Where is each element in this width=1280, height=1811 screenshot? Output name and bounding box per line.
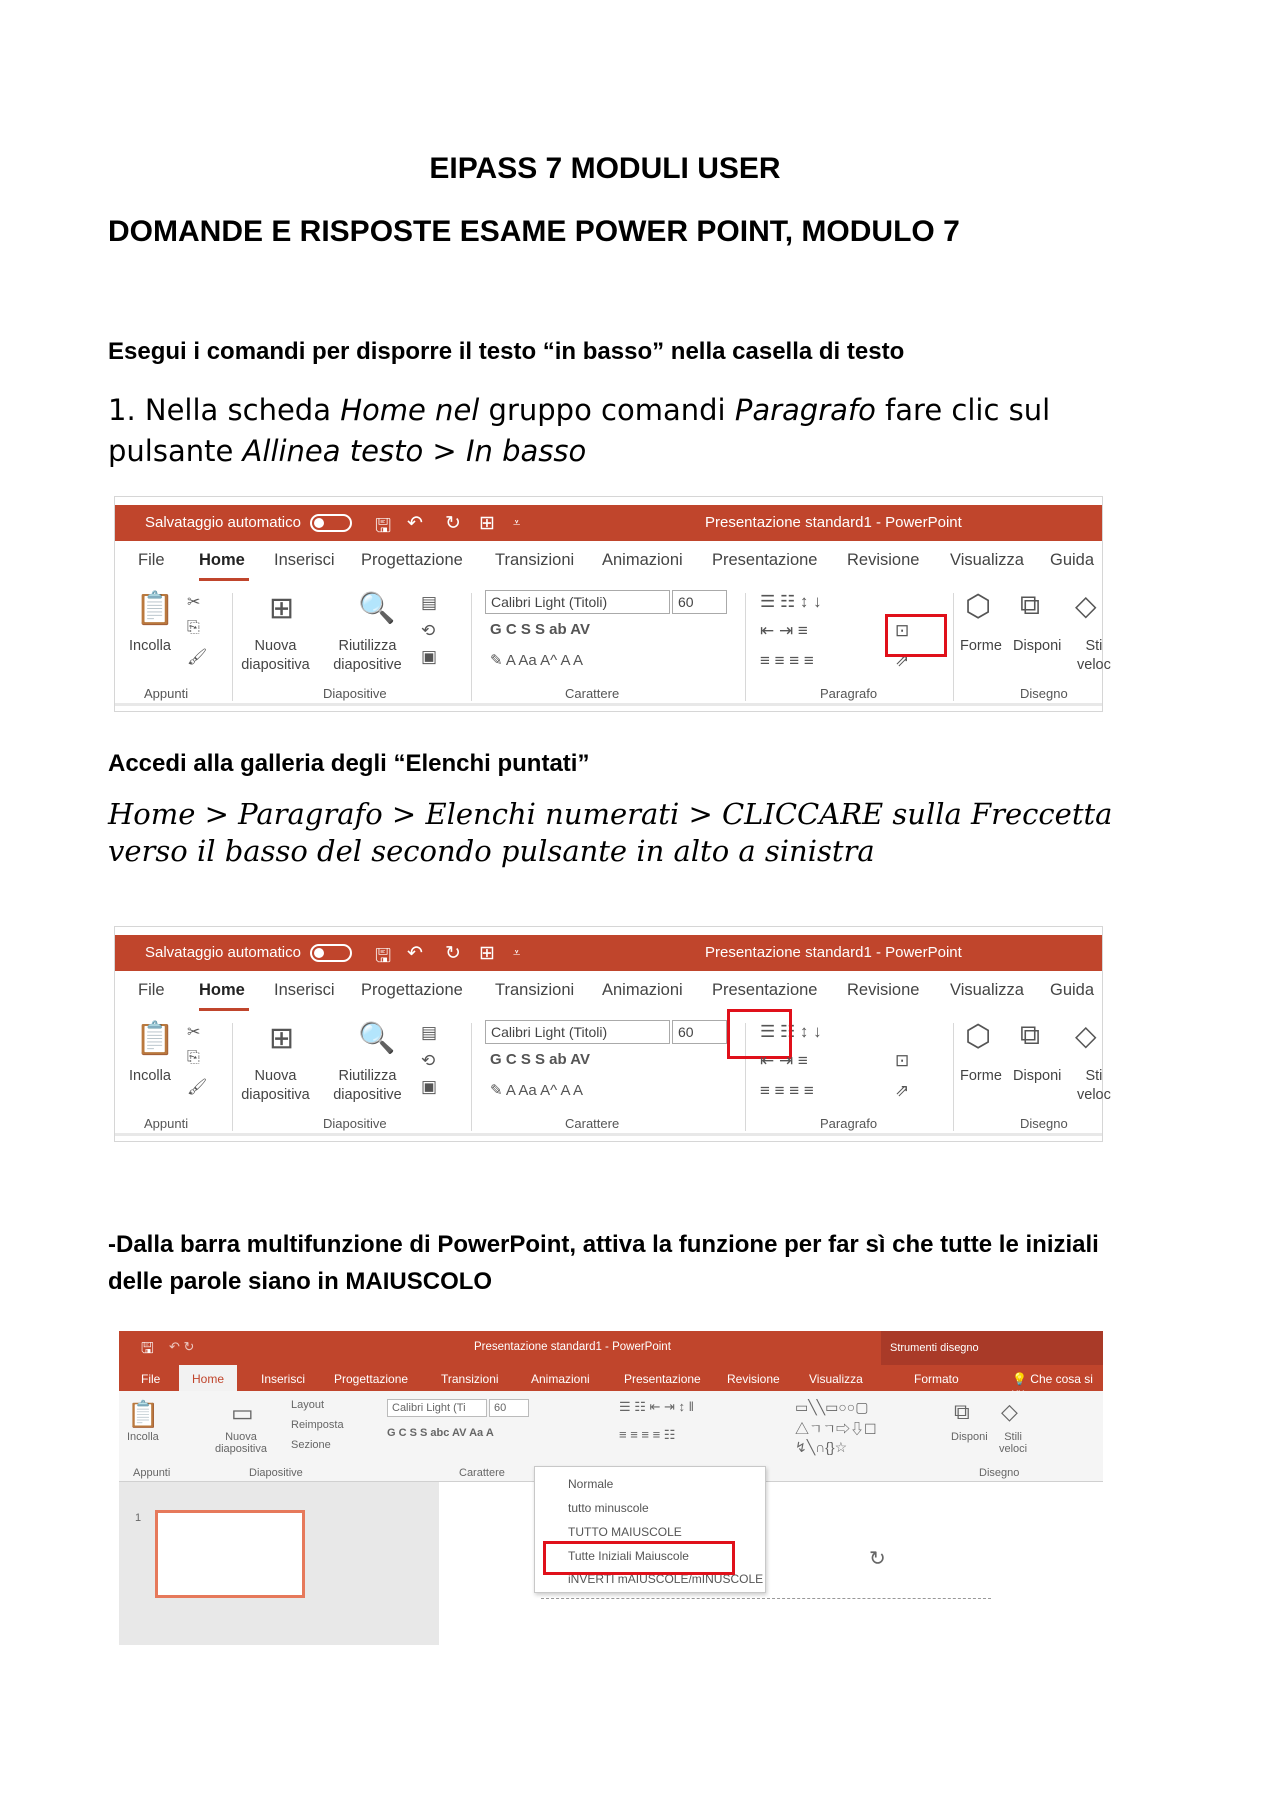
reuse-slides-button[interactable] <box>325 1067 410 1105</box>
slide-thumbnail[interactable] <box>155 1510 305 1598</box>
reuse-label-2: diapositive <box>333 1087 402 1103</box>
new-slide-label-1: Nuova <box>254 638 297 654</box>
paste-button[interactable]: Incolla <box>129 638 171 654</box>
align-icon[interactable]: ≡ ≡ ≡ ≡ <box>760 651 814 670</box>
align-text-icon[interactable]: ⊡ <box>895 621 910 640</box>
quick-styles-icon[interactable]: ◇ <box>1075 590 1097 621</box>
tab-animazioni[interactable]: Animazioni <box>602 551 683 569</box>
undo-icon[interactable]: ↶ ↻ <box>169 1339 195 1354</box>
tab-revisione[interactable]: Revisione <box>847 981 920 999</box>
question-2: Accedi alla galleria degli “Elenchi puntati” <box>108 750 590 777</box>
autosave-label: Salvataggio automatico <box>145 514 301 531</box>
undo-icon[interactable]: ↶ <box>407 943 423 964</box>
window-title: Presentazione standard1 - PowerPoint <box>705 514 962 531</box>
window-title: Presentazione standard1 - PowerPoint <box>474 1341 671 1353</box>
section-icon[interactable]: ▣ <box>421 647 438 666</box>
font-name-input[interactable]: Calibri Light (Titoli) <box>485 590 670 614</box>
question-1: Esegui i comandi per disporre il testo “in basso” nella casella di testo <box>108 338 905 365</box>
reset-button[interactable]: Reimposta <box>291 1419 344 1431</box>
bold-icon[interactable]: G C S S ab AV <box>490 621 591 638</box>
group-carattere: Carattere <box>459 1467 505 1479</box>
new-slide-label-2: diapositiva <box>215 1443 267 1455</box>
tab-inserisci[interactable]: Inserisci <box>274 551 335 569</box>
tab-progettazione[interactable]: Progettazione <box>334 1372 409 1386</box>
tab-transizioni[interactable]: Transizioni <box>441 1372 499 1386</box>
font-size-input[interactable]: 60 <box>489 1399 529 1417</box>
arrange-icon[interactable]: ⧉ <box>1020 589 1040 620</box>
align-text-icon[interactable]: ⊡ <box>895 1051 910 1070</box>
format-icons[interactable]: G C S S abc AV Aa A <box>387 1427 494 1439</box>
tab-revisione[interactable]: Revisione <box>847 551 920 569</box>
shapes-gallery[interactable]: ▭╲╲▭○○▢ <box>795 1399 869 1415</box>
shapes-gallery-3[interactable]: ↯╲∩{}☆ <box>795 1439 848 1455</box>
tab-progettazione[interactable]: Progettazione <box>361 551 463 569</box>
customize-icon[interactable]: ⩡ <box>513 945 521 960</box>
group-paragrafo: Paragrafo <box>820 686 878 701</box>
tab-file[interactable]: File <box>138 981 165 999</box>
group-disegno: Disegno <box>1020 1116 1068 1131</box>
title-bar <box>115 505 1102 541</box>
arrange-button[interactable]: Disponi <box>1013 638 1062 654</box>
group-appunti: Appunti <box>144 686 189 701</box>
tab-inserisci[interactable]: Inserisci <box>274 981 335 999</box>
menu-item-tutto-minuscole[interactable]: tutto minuscole <box>568 1501 649 1515</box>
smartart-icon[interactable]: ⇗ <box>895 651 910 670</box>
layout-button[interactable]: Layout <box>291 1399 325 1411</box>
shapes-icon[interactable]: ⬡ <box>965 590 992 623</box>
font-size-input[interactable]: 60 <box>672 1020 727 1044</box>
shapes-button[interactable]: Forme <box>960 1068 1002 1084</box>
question-3: -Dalla barra multifunzione di PowerPoint, attiva la funzione per far sì che tutte le iniziali delle parole siano in MAIUSCOLO <box>108 1231 1099 1295</box>
group-paragrafo: Paragrafo <box>820 1116 878 1131</box>
tab-progettazione[interactable]: Progettazione <box>361 981 463 999</box>
new-slide-label-1: Nuova <box>225 1431 257 1443</box>
document-title: EIPASS 7 MODULI USER <box>429 152 781 185</box>
reuse-slides-icon[interactable]: 🔍 <box>358 592 396 625</box>
shapes-gallery-2[interactable]: △ㄱㄱ⇨⇩☐ <box>795 1421 877 1437</box>
tab-visualizza[interactable]: Visualizza <box>809 1372 863 1386</box>
title-bar <box>115 935 1102 971</box>
group-diapositive: Diapositive <box>323 1116 387 1131</box>
quick-styles-icon[interactable]: ◇ <box>1001 1399 1018 1424</box>
section-icon[interactable]: ▣ <box>421 1077 438 1096</box>
paste-icon[interactable]: 📋 <box>127 1399 160 1429</box>
document-subtitle: DOMANDE E RISPOSTE ESAME POWER POINT, MODULO 7 <box>108 215 960 248</box>
save-icon[interactable]: 🖫 <box>375 946 392 967</box>
paste-button[interactable]: Incolla <box>127 1431 159 1443</box>
group-diapositive: Diapositive <box>249 1467 303 1479</box>
tab-presentazione[interactable]: Presentazione <box>712 551 818 569</box>
tab-presentazione[interactable]: Presentazione <box>624 1372 701 1386</box>
redo-icon[interactable]: ↻ <box>445 513 461 534</box>
tab-animazioni[interactable]: Animazioni <box>531 1372 590 1386</box>
copy-icon[interactable]: ⎘ <box>187 1049 200 1066</box>
group-disegno: Disegno <box>1020 686 1068 701</box>
font-name-input[interactable]: Calibri Light (Titoli) <box>485 1020 670 1044</box>
ribbon-screenshot-2 <box>114 926 1111 1142</box>
tell-me-label: Che cosa si <box>1030 1372 1093 1386</box>
align-icons[interactable]: ≡ ≡ ≡ ≡ ☷ <box>619 1427 676 1442</box>
ribbon-tabs <box>119 1365 1103 1391</box>
new-slide-label-1: Nuova <box>254 1068 297 1084</box>
layout-icon[interactable]: ▤ <box>421 1023 438 1042</box>
reuse-slides-icon[interactable]: 🔍 <box>358 1022 396 1055</box>
quick-styles-button[interactable] <box>1077 1067 1111 1105</box>
new-slide-icon[interactable]: ▭ <box>231 1400 254 1427</box>
arrange-icon[interactable]: ⧉ <box>954 1399 970 1424</box>
answer-1-home: Home nel <box>340 393 480 427</box>
font-size-input[interactable]: 60 <box>672 590 727 614</box>
cut-icon[interactable]: ✂ <box>187 594 201 611</box>
tab-file[interactable]: File <box>141 1372 161 1386</box>
quick-styles-label-2: veloc <box>1077 657 1111 673</box>
paste-icon[interactable]: 📋 <box>135 590 175 626</box>
autosave-label: Salvataggio automatico <box>145 944 301 961</box>
menu-item-inverti[interactable]: iNVERTI mAIUSCOLE/mINUSCOLE <box>568 1572 764 1586</box>
tab-visualizza[interactable]: Visualizza <box>950 981 1024 999</box>
tab-formato[interactable]: Formato <box>914 1372 959 1386</box>
answer-1 <box>108 390 1148 472</box>
tab-revisione[interactable]: Revisione <box>727 1372 780 1386</box>
rotate-handle-icon[interactable]: ↻ <box>869 1548 886 1570</box>
bullets-icon[interactable]: ☰ ☷ ↕ ↓ <box>760 1022 822 1041</box>
window-title: Presentazione standard1 - PowerPoint <box>705 944 962 961</box>
tab-home[interactable]: Home <box>199 981 245 999</box>
tab-inserisci[interactable]: Inserisci <box>261 1372 306 1386</box>
tab-file[interactable]: File <box>138 551 165 569</box>
font-color-icon[interactable]: ✎ A Aa A^ A A <box>490 652 584 669</box>
reset-icon[interactable]: ⟲ <box>421 621 436 640</box>
quick-styles-label: Stili <box>1004 1431 1022 1443</box>
menu-item-tutto-maiuscole[interactable]: TUTTO MAIUSCOLE <box>568 1525 682 1539</box>
reuse-slides-button[interactable] <box>325 637 410 675</box>
highlight-align-text <box>885 614 947 657</box>
reset-icon[interactable]: ⟲ <box>421 1051 436 1070</box>
customize-icon[interactable]: ⩡ <box>513 515 521 530</box>
tab-visualizza[interactable]: Visualizza <box>950 551 1024 569</box>
menu-item-normale[interactable]: Normale <box>568 1477 614 1491</box>
autosave-toggle[interactable] <box>310 514 352 532</box>
answer-2: Home > Paragrafo > Elenchi numerati > CLICCARE sulla Freccetta verso il basso del secondo pulsante in alto a sinistra <box>108 797 1113 868</box>
answer-1-part: gruppo comandi <box>479 393 735 427</box>
autosave-toggle[interactable] <box>310 944 352 962</box>
quick-styles-label: Sti <box>1085 638 1103 654</box>
new-slide-label-2: diapositiva <box>241 657 310 673</box>
quick-styles-button[interactable] <box>1077 637 1111 675</box>
answer-1-part: fare clic sul pulsante <box>108 393 1051 468</box>
cut-icon[interactable]: ✂ <box>187 1024 201 1041</box>
smartart-icon[interactable]: ⇗ <box>895 1081 910 1100</box>
highlight-tutte-iniziali <box>543 1541 735 1575</box>
font-color-icon[interactable]: ✎ A Aa A^ A A <box>490 1082 584 1099</box>
tab-guida[interactable]: Guida <box>1050 981 1095 999</box>
quick-styles-button[interactable] <box>999 1431 1027 1455</box>
quick-styles-label: Sti <box>1085 1068 1103 1084</box>
menu-item-tutte-iniziali-maiuscole[interactable]: Tutte Iniziali Maiuscole <box>568 1549 689 1563</box>
indent-icon[interactable]: ⇤ ⇥ ≡ <box>760 621 808 640</box>
quick-styles-label-2: veloci <box>999 1443 1028 1455</box>
group-diapositive: Diapositive <box>323 686 387 701</box>
new-slide-button[interactable] <box>215 1431 267 1455</box>
present-icon[interactable]: ⊞ <box>479 943 495 964</box>
shapes-button[interactable]: Forme <box>960 638 1002 654</box>
answer-1-paragrafo: Paragrafo <box>734 393 876 427</box>
reuse-label-2: diapositive <box>333 657 402 673</box>
answer-1-part: 1. Nella scheda <box>108 393 341 427</box>
ribbon-screenshot-1 <box>114 496 1111 712</box>
quick-styles-label-2: veloc <box>1077 1087 1111 1103</box>
align-icon[interactable]: ≡ ≡ ≡ ≡ <box>760 1081 814 1100</box>
paste-icon[interactable]: 📋 <box>135 1020 175 1056</box>
new-slide-icon[interactable]: ⊞ <box>269 592 295 625</box>
font-name-input[interactable]: Calibri Light (Ti <box>387 1399 487 1417</box>
tab-guida[interactable]: Guida <box>1050 551 1095 569</box>
new-slide-icon[interactable]: ⊞ <box>269 1022 295 1055</box>
indent-icon[interactable]: ⇤ ⇥ ≡ <box>760 1051 808 1070</box>
save-icon[interactable]: 🖫 <box>375 516 392 537</box>
new-slide-button[interactable] <box>233 637 318 675</box>
context-title: Strumenti disegno <box>890 1342 979 1354</box>
group-appunti: Appunti <box>133 1467 171 1479</box>
group-disegno: Disegno <box>979 1467 1020 1479</box>
ribbon-tabs <box>115 551 1102 581</box>
undo-icon[interactable]: ↶ <box>407 513 423 534</box>
tab-home[interactable]: Home <box>179 1365 237 1391</box>
arrange-button[interactable]: Disponi <box>1013 1068 1062 1084</box>
present-icon[interactable]: ⊞ <box>479 513 495 534</box>
layout-icon[interactable]: ▤ <box>421 593 438 612</box>
group-carattere: Carattere <box>565 1116 620 1131</box>
tab-presentazione[interactable]: Presentazione <box>712 981 818 999</box>
paste-button[interactable]: Incolla <box>129 1068 171 1084</box>
tab-animazioni[interactable]: Animazioni <box>602 981 683 999</box>
copy-icon[interactable]: ⎘ <box>187 619 200 636</box>
group-carattere: Carattere <box>565 686 620 701</box>
tab-transizioni[interactable]: Transizioni <box>495 551 575 569</box>
change-case-menu <box>534 1466 766 1593</box>
bullets-icon[interactable]: ☰ ☷ ↕ ↓ <box>760 592 822 611</box>
textbox-border <box>541 1598 991 1600</box>
format-painter-icon[interactable]: 🖌 <box>187 649 208 666</box>
tell-me-search[interactable]: 💡 Che cosa si <box>1012 1372 1103 1400</box>
ribbon-tabs <box>115 981 1102 1011</box>
group-appunti: Appunti <box>144 1116 189 1131</box>
reuse-label-1: Riutilizza <box>338 638 397 654</box>
redo-icon[interactable]: ↻ <box>445 943 461 964</box>
save-icon[interactable]: 🖫 <box>141 1340 154 1357</box>
reuse-label-1: Riutilizza <box>338 1068 397 1084</box>
new-slide-label-2: diapositiva <box>241 1087 310 1103</box>
ribbon-screenshot-3 <box>119 1331 1103 1645</box>
tab-home[interactable]: Home <box>199 551 245 569</box>
shapes-icon[interactable]: ⬡ <box>965 1020 992 1053</box>
arrange-button[interactable]: Disponi <box>951 1431 988 1443</box>
bold-icon[interactable]: G C S S ab AV <box>490 1051 591 1068</box>
new-slide-button[interactable] <box>233 1067 318 1105</box>
tab-transizioni[interactable]: Transizioni <box>495 981 575 999</box>
arrange-icon[interactable]: ⧉ <box>1020 1019 1040 1050</box>
section-button[interactable]: Sezione <box>291 1439 331 1451</box>
answer-1-allinea: Allinea testo > In basso <box>242 434 587 468</box>
format-painter-icon[interactable]: 🖌 <box>187 1079 208 1096</box>
slide-number: 1 <box>135 1512 142 1524</box>
paragraph-icons[interactable]: ☰ ☷ ⇤ ⇥ ↕ ‖ <box>619 1399 695 1414</box>
quick-styles-icon[interactable]: ◇ <box>1075 1020 1097 1051</box>
